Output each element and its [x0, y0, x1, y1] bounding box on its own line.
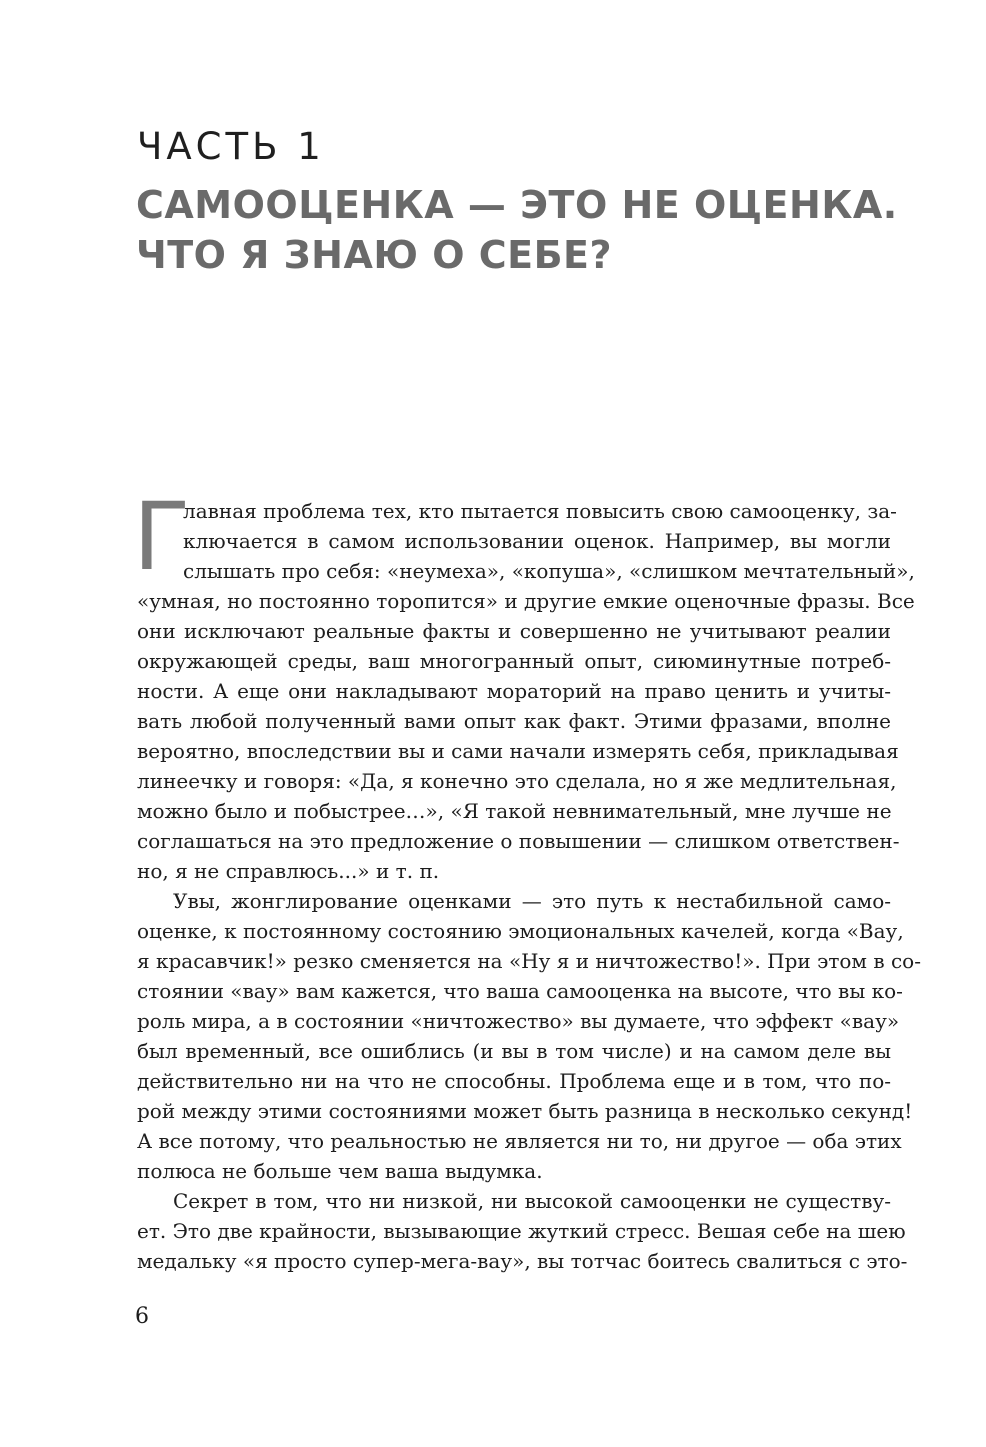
text-line: вероятно, впоследствии вы и сами начали измерять себя, прикладывая — [137, 739, 899, 763]
text-line: А все потому, что реальностью не является ни то, ни другое — оба этих — [137, 1129, 902, 1153]
text-line: они исключают реальные факты и совершенно не учитывают реалии — [137, 619, 891, 643]
body-text — [133, 483, 921, 1276]
text-line: медальку «я просто супер-мега-вау», вы тотчас боитесь свалиться с это- — [137, 1249, 908, 1273]
text-line: ет. Это две крайности, вызывающие жуткий стресс. Вешая себе на шею — [137, 1219, 906, 1243]
text-line: соглашаться на это предложение о повышении — слишком ответствен- — [137, 829, 900, 853]
text-line: вать любой полученный вами опыт как факт. Этими фразами, вполне — [137, 709, 891, 733]
drop-cap: Г — [133, 483, 191, 592]
text-line: я красавчик!» резко сменяется на «Ну я и ничтожество!». При этом в со- — [137, 949, 921, 973]
text-line: слышать про себя: «неумеха», «копуша», «слишком мечтательный», — [183, 559, 915, 583]
page-number: 6 — [135, 1304, 149, 1329]
text-line: был временный, все ошиблись (и вы в том числе) и на самом деле вы — [137, 1039, 891, 1063]
text-line: Секрет в том, что ни низкой, ни высокой самооценки не существу- — [173, 1189, 891, 1213]
text-line: «умная, но постоянно торопится» и другие емкие оценочные фразы. Все — [137, 589, 915, 613]
text-line: окружающей среды, ваш многогранный опыт, сиюминутные потреб- — [137, 649, 891, 673]
part-label: ЧАСТЬ 1 — [137, 125, 325, 168]
text-line: линеечку и говоря: «Да, я конечно это сделала, но я же медлительная, — [137, 769, 897, 793]
text-line: лавная проблема тех, кто пытается повысить свою самооценку, за- — [183, 499, 897, 523]
text-line: стоянии «вау» вам кажется, что ваша самооценка на высоте, что вы ко- — [137, 979, 903, 1003]
text-line: полюса не больше чем ваша выдумка. — [137, 1159, 543, 1183]
text-line: можно было и побыстрее…», «Я такой невнимательный, мне лучше не — [137, 799, 892, 823]
chapter-title — [136, 180, 898, 280]
text-line: действительно ни на что не способны. Проблема еще и в том, что по- — [137, 1069, 891, 1093]
text-line: роль мира, а в состоянии «ничтожество» вы думаете, что эффект «вау» — [137, 1009, 900, 1033]
text-line: ключается в самом использовании оценок. Например, вы могли — [183, 529, 891, 553]
text-line: Увы, жонглирование оценками — это путь к нестабильной само- — [173, 889, 891, 913]
text-line: рой между этими состояниями может быть разница в несколько секунд! — [137, 1099, 913, 1123]
text-line: но, я не справлюсь...» и т. п. — [137, 859, 440, 883]
chapter-title-line: ЧТО Я ЗНАЮ О СЕБЕ? — [136, 233, 613, 277]
chapter-title-line: САМООЦЕНКА — ЭТО НЕ ОЦЕНКА. — [136, 183, 898, 227]
text-line: ности. А еще они накладывают мораторий на право ценить и учиты- — [137, 679, 891, 703]
text-line: оценке, к постоянному состоянию эмоциональных качелей, когда «Вау, — [137, 919, 904, 943]
